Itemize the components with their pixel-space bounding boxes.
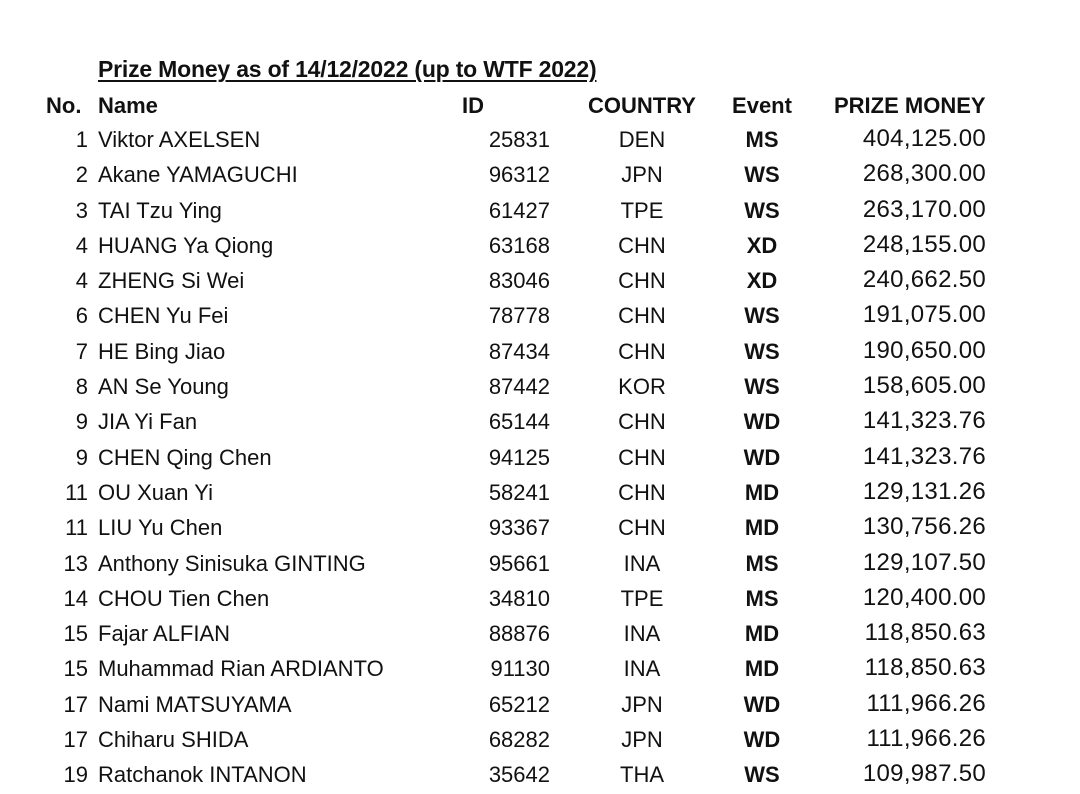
cell-name: CHEN Qing Chen <box>98 444 272 470</box>
cell-id: 35642 <box>488 762 550 788</box>
cell-no: 15 <box>63 656 88 682</box>
cell-id: 63168 <box>488 232 550 258</box>
cell-no: 13 <box>63 550 88 576</box>
cell-country: JPN <box>621 162 663 188</box>
cell-name: ZHENG Si Wei <box>98 268 245 294</box>
cell-no: 9 <box>75 409 88 435</box>
cell-name: HUANG Ya Qiong <box>98 232 274 258</box>
cell-id: 88876 <box>488 621 550 647</box>
cell-prize: 268,300.00 <box>862 160 986 188</box>
cell-prize: 158,605.00 <box>862 372 986 400</box>
cell-no: 15 <box>63 621 88 647</box>
cell-event: MD <box>744 621 780 647</box>
cell-id: 96312 <box>488 162 550 188</box>
cell-prize: 130,756.26 <box>862 513 986 541</box>
table-row <box>0 476 1080 511</box>
cell-name: Chiharu SHIDA <box>98 727 249 753</box>
cell-prize: 248,155.00 <box>862 230 986 258</box>
cell-country: CHN <box>618 444 666 470</box>
cell-no: 19 <box>63 762 88 788</box>
header-prize: PRIZE MONEY <box>834 93 986 118</box>
cell-prize: 109,987.50 <box>862 760 986 788</box>
cell-prize: 118,850.63 <box>864 619 986 647</box>
cell-name: OU Xuan Yi <box>98 479 213 505</box>
cell-id: 25831 <box>488 127 550 152</box>
table-header <box>0 91 1080 121</box>
cell-id: 95661 <box>488 550 550 576</box>
cell-name: HE Bing Jiao <box>98 338 226 364</box>
table-body <box>0 123 1080 794</box>
table-row <box>0 123 1080 158</box>
cell-name: Viktor AXELSEN <box>98 127 261 152</box>
table-row <box>0 652 1080 687</box>
cell-country: INA <box>623 550 661 576</box>
cell-event: WS <box>744 303 780 329</box>
cell-country: CHN <box>618 515 666 541</box>
cell-no: 4 <box>75 268 88 294</box>
table-row <box>0 441 1080 476</box>
cell-name: Anthony Sinisuka GINTING <box>98 550 366 576</box>
cell-country: CHN <box>618 303 666 329</box>
cell-event: WS <box>744 338 780 364</box>
table-row <box>0 264 1080 299</box>
cell-country: CHN <box>618 232 666 258</box>
cell-id: 58241 <box>488 479 550 505</box>
cell-prize: 191,075.00 <box>862 301 986 329</box>
cell-event: WS <box>744 374 780 400</box>
cell-no: 7 <box>75 338 88 364</box>
cell-country: INA <box>623 621 661 647</box>
cell-event: MD <box>744 515 780 541</box>
header-id: ID <box>462 93 484 118</box>
cell-no: 9 <box>75 444 88 470</box>
cell-id: 78778 <box>488 303 550 329</box>
cell-prize: 141,323.76 <box>862 407 986 435</box>
cell-country: THA <box>620 762 664 788</box>
cell-event: WS <box>744 162 780 188</box>
header-name: Name <box>98 93 158 118</box>
cell-prize: 129,107.50 <box>862 548 986 576</box>
cell-id: 91130 <box>490 656 550 682</box>
cell-event: WD <box>743 444 781 470</box>
cell-event: MS <box>745 550 779 576</box>
cell-id: 65144 <box>488 409 550 435</box>
cell-event: MS <box>745 127 779 152</box>
cell-prize: 111,966.26 <box>866 689 986 717</box>
cell-no: 1 <box>75 127 88 152</box>
cell-name: Ratchanok INTANON <box>98 762 307 788</box>
cell-no: 3 <box>75 197 88 223</box>
cell-id: 94125 <box>488 444 550 470</box>
cell-id: 34810 <box>488 585 550 611</box>
cell-country: INA <box>623 656 661 682</box>
cell-event: WD <box>743 409 781 435</box>
cell-name: JIA Yi Fan <box>98 409 198 435</box>
cell-event: WD <box>743 691 781 717</box>
table-row <box>0 547 1080 582</box>
cell-country: DEN <box>618 127 666 152</box>
cell-country: CHN <box>618 338 666 364</box>
cell-no: 11 <box>65 515 88 541</box>
cell-id: 61427 <box>488 197 550 223</box>
table-row <box>0 688 1080 723</box>
cell-country: TPE <box>620 585 664 611</box>
cell-name: AN Se Young <box>98 374 229 400</box>
table-row <box>0 723 1080 758</box>
cell-prize: 118,850.63 <box>864 654 986 682</box>
cell-name: Fajar ALFIAN <box>98 621 231 647</box>
cell-prize: 404,125.00 <box>862 125 986 152</box>
table-row <box>0 582 1080 617</box>
cell-no: 2 <box>75 162 88 188</box>
cell-prize: 120,400.00 <box>862 583 986 611</box>
cell-country: JPN <box>621 727 663 753</box>
cell-no: 4 <box>75 232 88 258</box>
header-no: No. <box>46 93 82 118</box>
cell-prize: 111,966.26 <box>866 725 986 753</box>
cell-country: KOR <box>618 374 666 400</box>
cell-event: MD <box>744 479 780 505</box>
cell-id: 87442 <box>488 374 550 400</box>
cell-country: CHN <box>618 268 666 294</box>
cell-event: XD <box>746 232 778 258</box>
cell-no: 11 <box>65 479 88 505</box>
table-row <box>0 370 1080 405</box>
table-row <box>0 511 1080 546</box>
table-row <box>0 299 1080 334</box>
cell-prize: 263,170.00 <box>862 195 986 223</box>
cell-no: 17 <box>63 691 88 717</box>
table-row <box>0 758 1080 793</box>
cell-name: Nami MATSUYAMA <box>98 691 292 717</box>
cell-name: CHOU Tien Chen <box>98 585 270 611</box>
cell-id: 68282 <box>488 727 550 753</box>
cell-event: WS <box>744 197 780 223</box>
cell-no: 6 <box>75 303 88 329</box>
cell-prize: 240,662.50 <box>862 266 986 294</box>
cell-country: CHN <box>618 409 666 435</box>
cell-id: 65212 <box>488 691 550 717</box>
cell-event: WD <box>743 727 781 753</box>
cell-prize: 190,650.00 <box>862 336 986 364</box>
document-title: Prize Money as of 14/12/2022 (up to WTF 2022) <box>98 56 597 82</box>
table-row <box>0 405 1080 440</box>
cell-country: JPN <box>621 691 663 717</box>
cell-prize: 141,323.76 <box>862 442 986 470</box>
table-row <box>0 335 1080 370</box>
cell-prize: 129,131.26 <box>862 477 986 505</box>
table-row <box>0 617 1080 652</box>
cell-event: WS <box>744 762 780 788</box>
cell-no: 14 <box>63 585 88 611</box>
cell-name: TAI Tzu Ying <box>98 197 222 223</box>
cell-name: CHEN Yu Fei <box>98 303 229 329</box>
cell-event: XD <box>746 268 778 294</box>
cell-id: 87434 <box>488 338 550 364</box>
cell-event: MS <box>745 585 779 611</box>
cell-no: 8 <box>75 374 88 400</box>
cell-name: Muhammad Rian ARDIANTO <box>98 656 384 682</box>
cell-no: 17 <box>63 727 88 753</box>
table-row <box>0 158 1080 193</box>
cell-id: 93367 <box>488 515 550 541</box>
cell-name: Akane YAMAGUCHI <box>98 162 298 188</box>
table-row <box>0 194 1080 229</box>
header-event: Event <box>732 93 792 118</box>
table-row <box>0 229 1080 264</box>
cell-event: MD <box>744 656 780 682</box>
cell-country: CHN <box>618 479 666 505</box>
cell-id: 83046 <box>488 268 550 294</box>
cell-name: LIU Yu Chen <box>98 515 223 541</box>
cell-country: TPE <box>620 197 664 223</box>
header-country: COUNTRY <box>588 93 696 118</box>
